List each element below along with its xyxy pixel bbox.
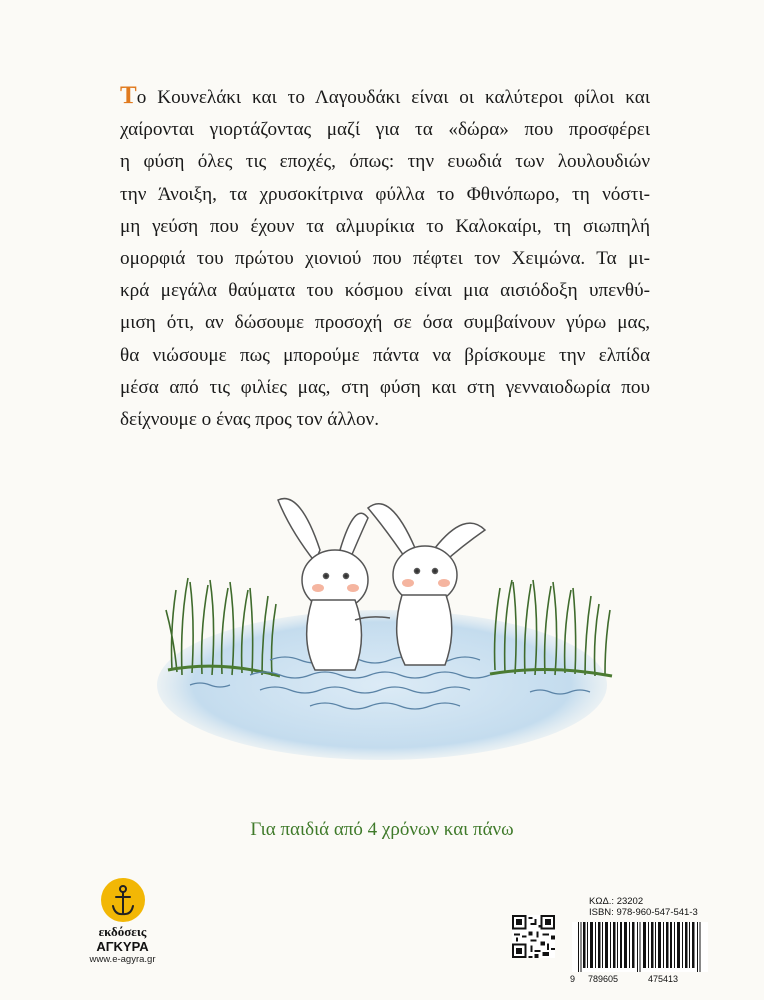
publisher-url: www.e-agyra.gr bbox=[89, 954, 156, 965]
blurb-line-4: την Άνοιξη, τα χρυσοκίτρινα φύλλα το Φθινόπωρο, τη νόστι- bbox=[120, 183, 650, 205]
publisher-name-line2: ΑΓΚΥΡΑ bbox=[96, 939, 149, 954]
blurb-text bbox=[120, 80, 650, 436]
blurb-line-10: μέσα από τις φιλίες μας, στη φύση και στη γενναιοδωρία που bbox=[120, 376, 650, 398]
blurb-line-5: μη γεύση που έχουν τα αλμυρίκια το Καλοκαίρι, τη σιωπηλή bbox=[120, 215, 650, 237]
blurb-line-11: δείχνουμε ο ένας προς τον άλλον. bbox=[120, 409, 380, 431]
age-recommendation: Για παιδιά από 4 χρόνων και πάνω bbox=[250, 819, 514, 840]
isbn-barcode bbox=[572, 922, 708, 972]
blurb-line-3: η φύση όλες τις εποχές, όπως: την ευωδιά των λουλουδιών bbox=[120, 151, 650, 173]
barcode-digit-first: 9 bbox=[570, 974, 576, 984]
publisher-name-line1: εκδόσεις bbox=[98, 924, 147, 939]
drop-cap: Τ bbox=[120, 82, 137, 109]
product-codes bbox=[589, 896, 698, 918]
qr-code-icon bbox=[512, 915, 555, 958]
barcode-digit-group-2: 475413 bbox=[648, 974, 679, 984]
blurb-line-6: ομορφιά του πρώτου χιονιού που πέφτει τον Χειμώνα. Τα μι- bbox=[120, 248, 650, 270]
blurb-line-9: θα νιώσουμε πως μπορούμε πάντα να βρίσκουμε την ελπίδα bbox=[120, 344, 650, 366]
isbn-text: ISBN: 978-960-547-541-3 bbox=[589, 907, 698, 918]
blurb-line-8: μιση ότι, αν δώσουμε προσοχή σε όσα συμβαίνουν γύρω μας, bbox=[120, 312, 650, 334]
product-code: ΚΩΔ.: 23202 bbox=[589, 896, 644, 907]
blurb-line-7: κρά μεγάλα θαύματα του κόσμου είναι μια αισιόδοξη υπενθύ- bbox=[120, 280, 650, 302]
blurb-line-1: Το Κουνελάκι και το Λαγουδάκι είναι οι καλύτεροι φίλοι και bbox=[120, 82, 650, 109]
publisher-block bbox=[80, 878, 165, 966]
blurb-line-2: χαίρονται γιορτάζοντας μαζί για τα «δώρα» που προσφέρει bbox=[120, 119, 650, 141]
anchor-logo-icon bbox=[101, 878, 145, 922]
barcode-digit-group-1: 789605 bbox=[588, 974, 619, 984]
water-pond bbox=[157, 610, 607, 760]
rabbits-in-water-illustration bbox=[150, 470, 615, 770]
